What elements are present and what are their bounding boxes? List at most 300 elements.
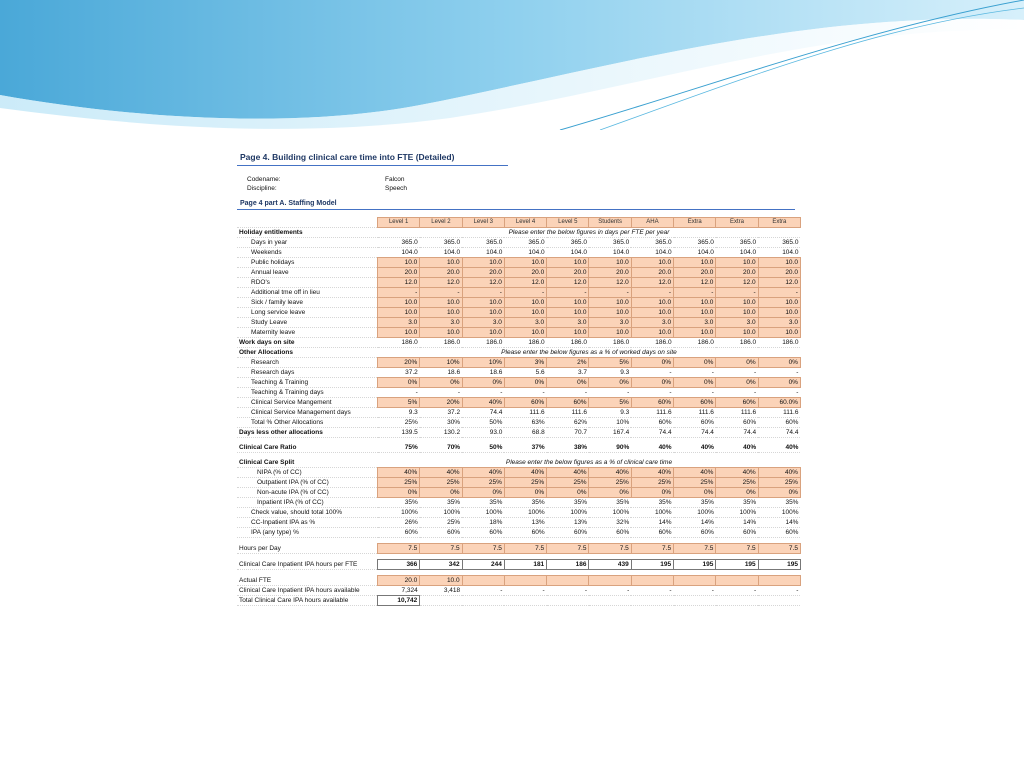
input-cell[interactable]: 0%: [674, 358, 716, 368]
value-cell: 139.5: [378, 428, 420, 438]
input-cell[interactable]: 10.0: [547, 308, 589, 318]
value-cell: -: [504, 388, 546, 398]
input-cell[interactable]: 10.0: [716, 298, 758, 308]
value-cell: 35%: [758, 498, 800, 508]
meta-value[interactable]: Falcon: [385, 176, 405, 183]
input-cell[interactable]: -: [462, 288, 504, 298]
input-cell[interactable]: 0%: [589, 378, 631, 388]
input-cell[interactable]: 25%: [758, 478, 800, 488]
input-cell[interactable]: 7.5: [589, 544, 631, 554]
table-row: [237, 358, 800, 368]
input-cell[interactable]: 10.0: [631, 298, 673, 308]
input-cell[interactable]: 20.0: [378, 576, 420, 586]
input-cell[interactable]: 10.0: [716, 328, 758, 338]
value-cell: -: [758, 368, 800, 378]
value-cell: 186.0: [462, 338, 504, 348]
input-cell[interactable]: 3.0: [589, 318, 631, 328]
input-cell[interactable]: 20.0: [716, 268, 758, 278]
value-cell: 74.4: [631, 428, 673, 438]
column-header: Level 2: [420, 218, 462, 228]
input-cell[interactable]: 0%: [674, 378, 716, 388]
input-cell[interactable]: 0%: [504, 378, 546, 388]
value-cell: 74.4: [716, 428, 758, 438]
value-cell: 111.6: [504, 408, 546, 418]
row-label: Long service leave: [237, 308, 378, 318]
value-cell: 9.3: [378, 408, 420, 418]
input-cell[interactable]: 10.0: [674, 298, 716, 308]
value-cell: 365.0: [674, 238, 716, 248]
value-cell: 5.6: [504, 368, 546, 378]
value-cell: -: [504, 586, 546, 596]
value-cell: 32%: [589, 518, 631, 528]
row-label: Days in year: [237, 238, 378, 248]
input-cell[interactable]: 3.0: [547, 318, 589, 328]
input-cell[interactable]: 10.0: [504, 308, 546, 318]
input-cell[interactable]: 10.0: [547, 298, 589, 308]
value-cell: 60%: [420, 528, 462, 538]
input-cell[interactable]: 3.0: [716, 318, 758, 328]
input-cell[interactable]: 3.0: [631, 318, 673, 328]
value-cell: 104.0: [504, 248, 546, 258]
input-cell[interactable]: 10.0: [589, 298, 631, 308]
input-cell[interactable]: 20.0: [504, 268, 546, 278]
row-label: Outpatient IPA (% of CC): [237, 478, 378, 488]
input-cell[interactable]: 25%: [631, 478, 673, 488]
value-cell: 18.6: [462, 368, 504, 378]
table-row: [237, 544, 800, 554]
table-row: [237, 338, 800, 348]
input-cell[interactable]: [504, 576, 546, 586]
input-cell[interactable]: 10.0: [462, 298, 504, 308]
input-cell[interactable]: 12.0: [758, 278, 800, 288]
input-cell[interactable]: 3.0: [420, 318, 462, 328]
input-cell[interactable]: 20.0: [589, 268, 631, 278]
value-cell: 100%: [631, 508, 673, 518]
meta-label: Codename:: [247, 176, 281, 183]
input-cell[interactable]: 0%: [674, 488, 716, 498]
row-label: Research: [237, 358, 378, 368]
table-row: [237, 318, 800, 328]
table-row: [237, 508, 800, 518]
value-cell: -: [631, 368, 673, 378]
input-cell[interactable]: 40%: [462, 398, 504, 408]
value-cell: 104.0: [462, 248, 504, 258]
row-label: Work days on site: [237, 338, 378, 348]
part-title: Page 4 part A. Staffing Model: [237, 198, 795, 210]
value-cell: 93.0: [462, 428, 504, 438]
input-cell[interactable]: 0%: [631, 358, 673, 368]
input-cell[interactable]: 7.5: [547, 544, 589, 554]
value-cell: 186.0: [504, 338, 546, 348]
input-cell[interactable]: 0%: [504, 488, 546, 498]
row-label: Holiday entitlements: [237, 228, 378, 238]
input-cell[interactable]: 40%: [631, 468, 673, 478]
input-cell[interactable]: 0%: [631, 378, 673, 388]
value-cell: 25%: [378, 418, 420, 428]
table-row: [237, 248, 800, 258]
input-cell[interactable]: 12.0: [504, 278, 546, 288]
value-cell: 186.0: [674, 338, 716, 348]
input-cell[interactable]: 0%: [758, 488, 800, 498]
table-row: [237, 258, 800, 268]
input-cell[interactable]: 10.0: [716, 308, 758, 318]
input-cell[interactable]: -: [716, 288, 758, 298]
value-cell: [462, 596, 504, 606]
table-row: [237, 238, 800, 248]
input-cell[interactable]: 10.0: [420, 258, 462, 268]
input-cell[interactable]: 40%: [462, 468, 504, 478]
value-cell: 35%: [420, 498, 462, 508]
input-cell[interactable]: 10.0: [462, 308, 504, 318]
input-cell[interactable]: 3.0: [378, 318, 420, 328]
input-cell[interactable]: 10.0: [631, 258, 673, 268]
input-cell[interactable]: 60%: [631, 398, 673, 408]
input-cell[interactable]: 20%: [378, 358, 420, 368]
input-cell[interactable]: 40%: [716, 468, 758, 478]
row-label: NIPA (% of CC): [237, 468, 378, 478]
column-header: Level 4: [504, 218, 546, 228]
input-cell[interactable]: 25%: [420, 478, 462, 488]
value-cell: 365.0: [631, 238, 673, 248]
input-cell[interactable]: 25%: [674, 478, 716, 488]
input-cell[interactable]: 0%: [758, 358, 800, 368]
input-cell[interactable]: 10.0: [378, 308, 420, 318]
value-cell: -: [547, 388, 589, 398]
input-cell[interactable]: 3.0: [504, 318, 546, 328]
value-cell: -: [758, 388, 800, 398]
value-cell: 60%: [716, 418, 758, 428]
row-label: Teaching & Training days: [237, 388, 378, 398]
input-cell[interactable]: 5%: [589, 358, 631, 368]
input-cell[interactable]: 3%: [504, 358, 546, 368]
input-cell[interactable]: 12.0: [631, 278, 673, 288]
section-note: Please enter the below figures as a % of worked days on site: [378, 348, 801, 358]
table-row: [237, 576, 800, 586]
input-cell[interactable]: 10.0: [504, 328, 546, 338]
table-row: [237, 298, 800, 308]
row-label: Clinical Care Inpatient IPA hours available: [237, 586, 378, 596]
input-cell[interactable]: -: [504, 288, 546, 298]
value-cell: 60%: [589, 528, 631, 538]
page-title: Page 4. Building clinical care time into FTE (Detailed): [237, 150, 508, 166]
staffing-table: [237, 217, 801, 606]
table-row: [237, 458, 800, 468]
value-cell: 50%: [462, 418, 504, 428]
value-cell: 35%: [674, 498, 716, 508]
value-cell: 13%: [547, 518, 589, 528]
value-cell: 104.0: [589, 248, 631, 258]
input-cell[interactable]: 10.0: [504, 298, 546, 308]
value-cell: 104.0: [547, 248, 589, 258]
input-cell[interactable]: 10.0: [378, 258, 420, 268]
input-cell[interactable]: [589, 576, 631, 586]
input-cell[interactable]: 3.0: [462, 318, 504, 328]
input-cell[interactable]: 10.0: [378, 298, 420, 308]
input-cell[interactable]: 10.0: [589, 258, 631, 268]
input-cell[interactable]: 12.0: [716, 278, 758, 288]
input-cell[interactable]: 60%: [674, 398, 716, 408]
value-cell: 60%: [504, 528, 546, 538]
input-cell[interactable]: 3.0: [758, 318, 800, 328]
row-label: Public holidays: [237, 258, 378, 268]
value-cell: 195: [758, 560, 800, 570]
input-cell[interactable]: -: [674, 288, 716, 298]
input-cell[interactable]: 40%: [504, 468, 546, 478]
input-cell[interactable]: 7.5: [378, 544, 420, 554]
input-cell[interactable]: 25%: [716, 478, 758, 488]
table-row: [237, 398, 800, 408]
input-cell[interactable]: 10.0: [462, 328, 504, 338]
row-label: Weekends: [237, 248, 378, 258]
input-cell[interactable]: [462, 576, 504, 586]
row-label: Teaching & Training: [237, 378, 378, 388]
value-cell: 111.6: [758, 408, 800, 418]
input-cell[interactable]: 20.0: [462, 268, 504, 278]
section-note: Please enter the below figures as a % of clinical care time: [378, 458, 801, 468]
value-cell: [504, 596, 546, 606]
input-cell[interactable]: 12.0: [462, 278, 504, 288]
value-cell: 104.0: [716, 248, 758, 258]
input-cell[interactable]: 7.5: [674, 544, 716, 554]
input-cell[interactable]: 12.0: [420, 278, 462, 288]
row-label: Check value, should total 100%: [237, 508, 378, 518]
input-cell[interactable]: 0%: [716, 378, 758, 388]
input-cell[interactable]: 7.5: [462, 544, 504, 554]
input-cell[interactable]: [716, 576, 758, 586]
row-label: Other Allocations: [237, 348, 378, 358]
value-cell: 3,418: [420, 586, 462, 596]
value-cell: 104.0: [674, 248, 716, 258]
input-cell[interactable]: [547, 576, 589, 586]
input-cell[interactable]: 60%: [547, 398, 589, 408]
value-cell: 14%: [631, 518, 673, 528]
input-cell[interactable]: 0%: [716, 488, 758, 498]
value-cell: 50%: [462, 443, 504, 453]
value-cell: 60%: [378, 528, 420, 538]
value-cell: [716, 596, 758, 606]
input-cell[interactable]: 0%: [631, 488, 673, 498]
input-cell[interactable]: 40%: [589, 468, 631, 478]
table-row: [237, 268, 800, 278]
input-cell[interactable]: 7.5: [631, 544, 673, 554]
input-cell[interactable]: 20.0: [420, 268, 462, 278]
input-cell[interactable]: -: [547, 288, 589, 298]
value-cell: -: [462, 388, 504, 398]
value-cell: 14%: [758, 518, 800, 528]
row-label: Study Leave: [237, 318, 378, 328]
input-cell[interactable]: 10.0: [547, 258, 589, 268]
table-row: [237, 443, 800, 453]
input-cell[interactable]: 20.0: [631, 268, 673, 278]
input-cell[interactable]: 12.0: [589, 278, 631, 288]
row-label: Inpatient IPA (% of CC): [237, 498, 378, 508]
value-cell: 7,324: [378, 586, 420, 596]
input-cell[interactable]: 10.0: [716, 258, 758, 268]
column-header: Extra: [716, 218, 758, 228]
input-cell[interactable]: -: [631, 288, 673, 298]
row-label: Total Clinical Care IPA hours available: [237, 596, 378, 606]
input-cell[interactable]: 25%: [462, 478, 504, 488]
input-cell[interactable]: 0%: [462, 378, 504, 388]
value-cell: 35%: [462, 498, 504, 508]
input-cell[interactable]: 10.0: [758, 298, 800, 308]
value-cell: -: [674, 388, 716, 398]
input-cell[interactable]: 2%: [547, 358, 589, 368]
input-cell[interactable]: 10.0: [758, 258, 800, 268]
row-label: Clinical Care Ratio: [237, 443, 378, 453]
value-cell: -: [716, 586, 758, 596]
input-cell[interactable]: 10.0: [378, 328, 420, 338]
input-cell[interactable]: 0%: [420, 488, 462, 498]
value-cell: 63%: [504, 418, 546, 428]
value-cell: -: [462, 586, 504, 596]
meta-row: [237, 175, 792, 184]
input-cell[interactable]: 60%: [716, 398, 758, 408]
input-cell[interactable]: 0%: [378, 378, 420, 388]
value-cell: 40%: [758, 443, 800, 453]
value-cell: 365.0: [462, 238, 504, 248]
table-row: [237, 368, 800, 378]
input-cell[interactable]: 20%: [420, 398, 462, 408]
input-cell[interactable]: 10.0: [674, 328, 716, 338]
value-cell: [547, 596, 589, 606]
input-cell[interactable]: 10.0: [631, 328, 673, 338]
input-cell[interactable]: 10.0: [504, 258, 546, 268]
meta-row: [237, 184, 792, 193]
input-cell[interactable]: 25%: [504, 478, 546, 488]
column-header: Level 1: [378, 218, 420, 228]
value-cell: 100%: [378, 508, 420, 518]
input-cell[interactable]: [674, 576, 716, 586]
value-cell: 60%: [462, 528, 504, 538]
input-cell[interactable]: 10.0: [420, 308, 462, 318]
input-cell[interactable]: 10.0: [674, 258, 716, 268]
input-cell[interactable]: 40%: [378, 468, 420, 478]
value-cell: 100%: [716, 508, 758, 518]
value-cell: 90%: [589, 443, 631, 453]
table-row: [237, 560, 800, 570]
input-cell[interactable]: 12.0: [674, 278, 716, 288]
input-cell[interactable]: 10.0: [420, 328, 462, 338]
table-row: [237, 408, 800, 418]
input-cell[interactable]: 25%: [378, 478, 420, 488]
input-cell[interactable]: -: [589, 288, 631, 298]
input-cell[interactable]: [758, 576, 800, 586]
input-cell[interactable]: 10.0: [462, 258, 504, 268]
input-cell[interactable]: 7.5: [758, 544, 800, 554]
value-cell: 100%: [462, 508, 504, 518]
input-cell[interactable]: 10.0: [758, 328, 800, 338]
value-cell: 100%: [589, 508, 631, 518]
input-cell[interactable]: 40%: [420, 468, 462, 478]
input-cell[interactable]: 10.0: [758, 308, 800, 318]
input-cell[interactable]: 7.5: [504, 544, 546, 554]
input-cell[interactable]: 0%: [378, 488, 420, 498]
input-cell[interactable]: 3.0: [674, 318, 716, 328]
input-cell[interactable]: 10.0: [674, 308, 716, 318]
input-cell[interactable]: 60.0%: [758, 398, 800, 408]
input-cell[interactable]: 20.0: [674, 268, 716, 278]
row-label: Additional tme off in lieu: [237, 288, 378, 298]
meta-value[interactable]: Speech: [385, 185, 408, 192]
input-cell[interactable]: 0%: [547, 378, 589, 388]
input-cell[interactable]: 0%: [589, 488, 631, 498]
input-cell[interactable]: 0%: [758, 378, 800, 388]
input-cell[interactable]: 25%: [589, 478, 631, 488]
input-cell[interactable]: 40%: [674, 468, 716, 478]
input-cell[interactable]: -: [420, 288, 462, 298]
input-cell[interactable]: 10.0: [589, 328, 631, 338]
value-cell: 186: [547, 560, 589, 570]
input-cell[interactable]: 7.5: [420, 544, 462, 554]
value-cell: 37.2: [378, 368, 420, 378]
input-cell[interactable]: 0%: [462, 488, 504, 498]
input-cell[interactable]: -: [378, 288, 420, 298]
input-cell[interactable]: 12.0: [378, 278, 420, 288]
row-label: Maternity leave: [237, 328, 378, 338]
input-cell[interactable]: 60%: [504, 398, 546, 408]
value-cell: -: [716, 368, 758, 378]
row-label: Clinical Care Inpatient IPA hours per FTE: [237, 560, 378, 570]
input-cell[interactable]: 10.0: [547, 328, 589, 338]
input-cell[interactable]: 0%: [716, 358, 758, 368]
value-cell: 130.2: [420, 428, 462, 438]
input-cell[interactable]: 10.0: [420, 576, 462, 586]
value-cell: 365.0: [589, 238, 631, 248]
value-cell: -: [631, 388, 673, 398]
input-cell[interactable]: 7.5: [716, 544, 758, 554]
row-label: Annual leave: [237, 268, 378, 278]
input-cell[interactable]: 12.0: [547, 278, 589, 288]
value-cell: 70%: [420, 443, 462, 453]
input-cell[interactable]: 10%: [462, 358, 504, 368]
input-cell[interactable]: 5%: [378, 398, 420, 408]
value-cell: 104.0: [420, 248, 462, 258]
value-cell: -: [547, 586, 589, 596]
input-cell[interactable]: 10.0: [420, 298, 462, 308]
input-cell[interactable]: 10.0: [589, 308, 631, 318]
value-cell: 40%: [674, 443, 716, 453]
value-cell: 60%: [674, 528, 716, 538]
table-row: [237, 498, 800, 508]
input-cell[interactable]: 10.0: [631, 308, 673, 318]
value-cell: 186.0: [547, 338, 589, 348]
value-cell: 30%: [420, 418, 462, 428]
row-label: Clinical Service Management days: [237, 408, 378, 418]
input-cell[interactable]: 0%: [420, 378, 462, 388]
input-cell[interactable]: -: [758, 288, 800, 298]
value-cell: 60%: [758, 418, 800, 428]
value-cell: -: [589, 586, 631, 596]
input-cell[interactable]: 25%: [547, 478, 589, 488]
input-cell[interactable]: 10%: [420, 358, 462, 368]
input-cell[interactable]: 5%: [589, 398, 631, 408]
value-cell: 195: [631, 560, 673, 570]
input-cell[interactable]: 20.0: [547, 268, 589, 278]
input-cell[interactable]: 20.0: [378, 268, 420, 278]
value-cell: 68.8: [504, 428, 546, 438]
input-cell[interactable]: 40%: [758, 468, 800, 478]
value-cell: 74.4: [462, 408, 504, 418]
column-header: Extra: [758, 218, 800, 228]
row-label: Days less other allocations: [237, 428, 378, 438]
input-cell[interactable]: [631, 576, 673, 586]
input-cell[interactable]: 0%: [547, 488, 589, 498]
input-cell[interactable]: 40%: [547, 468, 589, 478]
table-row: [237, 428, 800, 438]
input-cell[interactable]: 20.0: [758, 268, 800, 278]
table-row: [237, 518, 800, 528]
